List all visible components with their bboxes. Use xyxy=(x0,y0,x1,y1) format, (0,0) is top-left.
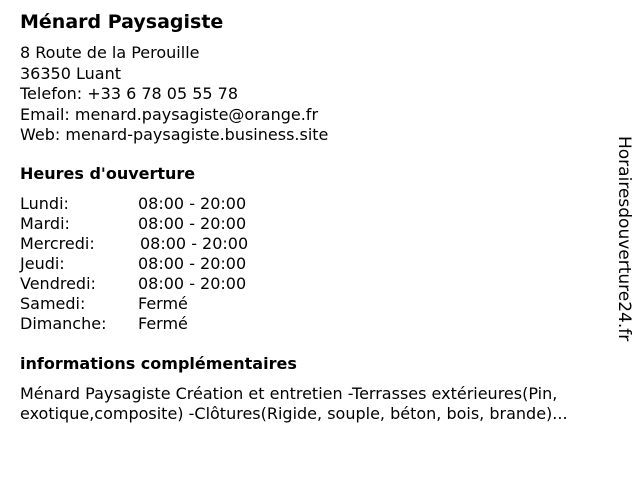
day-hours: 08:00 - 20:00 xyxy=(140,234,249,253)
day-label: Jeudi: xyxy=(20,254,65,273)
description-line: exotique,composite) -Clôtures(Rigide, souple, béton, bois, brande)... xyxy=(20,404,568,423)
day-hours: Fermé xyxy=(138,314,188,333)
address-street: 8 Route de la Perouille xyxy=(20,43,200,62)
day-hours: 08:00 - 20:00 xyxy=(138,214,247,233)
business-name: Ménard Paysagiste xyxy=(20,11,224,33)
day-label: Lundi: xyxy=(20,194,69,213)
hours-heading: Heures d'ouverture xyxy=(20,164,196,183)
contact-block xyxy=(20,43,328,146)
address-city: 36350 Luant xyxy=(20,63,121,83)
day-label: Samedi: xyxy=(20,294,86,313)
day-label: Mercredi: xyxy=(20,234,95,253)
day-hours: 08:00 - 20:00 xyxy=(138,254,247,273)
description-line: Ménard Paysagiste Création et entretien -Terrasses extérieures(Pin, xyxy=(20,384,558,403)
day-hours: 08:00 - 20:00 xyxy=(138,194,247,213)
day-hours: Fermé xyxy=(138,294,188,313)
business-description xyxy=(20,384,628,424)
website: Web: menard-paysagiste.business.site xyxy=(20,125,329,144)
phone-number: Telefon: +33 6 78 05 55 78 xyxy=(20,84,239,103)
email-address: Email: menard.paysagiste@orange.fr xyxy=(20,104,319,124)
info-heading: informations complémentaires xyxy=(20,354,297,373)
watermark-text: Horairesdouverture24.fr xyxy=(614,136,634,342)
day-label: Vendredi: xyxy=(20,274,96,293)
day-label: Dimanche: xyxy=(20,314,107,333)
day-hours: 08:00 - 20:00 xyxy=(138,274,247,293)
day-label: Mardi: xyxy=(20,214,70,233)
